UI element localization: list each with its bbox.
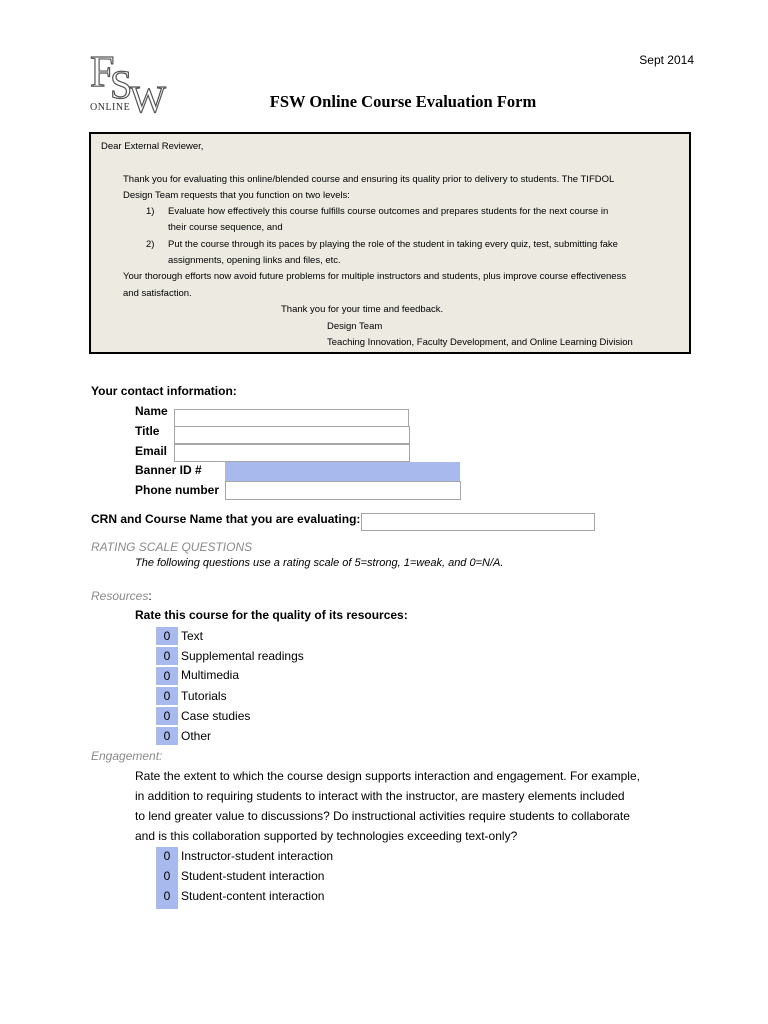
- resources-colon: :: [148, 589, 152, 603]
- engagement-option-label: Student-content interaction: [181, 889, 325, 903]
- engagement-question-line: in addition to requiring students to interact with the instructor, are mastery elements included: [135, 789, 625, 803]
- svg-text:F: F: [90, 47, 115, 96]
- reviewer-letter: [89, 132, 691, 354]
- rating-box[interactable]: 0: [156, 627, 178, 645]
- fsw-online-logo: [88, 46, 168, 116]
- logo-sub-text: ONLINE: [90, 102, 131, 113]
- engagement-question: [135, 766, 640, 846]
- engagement-heading: Engagement:: [91, 749, 163, 763]
- letter-line: Put the course through its paces by playing the role of the student in taking every quiz, test, submitting fake: [168, 239, 618, 250]
- letter-line: Design Team requests that you function on two levels:: [123, 190, 350, 201]
- contact-heading: Your contact information:: [91, 384, 237, 398]
- rating-heading: RATING SCALE QUESTIONS: [91, 540, 253, 554]
- letter-line: Evaluate how effectively this course fulfills course outcomes and prepares students for the next course in: [168, 206, 609, 217]
- letter-line: Thank you for evaluating this online/blended course and ensuring its quality prior to delivery to students. The TIFDOL: [123, 174, 615, 185]
- rating-box[interactable]: 0: [156, 727, 178, 745]
- letter-salutation: Dear External Reviewer,: [101, 141, 204, 152]
- phone-field[interactable]: [225, 481, 461, 500]
- crn-label: CRN and Course Name that you are evaluating:: [91, 512, 361, 526]
- engagement-question-line: to lend greater value to discussions? Do instructional activities require students to collaborate: [135, 809, 630, 823]
- letter-thanks: Thank you for your time and feedback.: [281, 304, 444, 315]
- engagement-question-line: and is this collaboration supported by technologies exceeding text-only?: [135, 829, 518, 843]
- rating-box[interactable]: 0: [156, 647, 178, 665]
- letter-item-number: 2): [146, 239, 155, 250]
- engagement-option-label: Instructor-student interaction: [181, 849, 334, 863]
- page-title: FSW Online Course Evaluation Form: [269, 92, 537, 111]
- title-field[interactable]: [174, 426, 410, 444]
- title-label: Title: [135, 424, 160, 438]
- letter-line: Your thorough efforts now avoid future problems for multiple instructors and students, plus improve course effectiveness: [123, 271, 627, 282]
- letter-signature: Teaching Innovation, Faculty Development, and Online Learning Division: [327, 337, 633, 348]
- resource-option-label: Case studies: [181, 709, 251, 723]
- banner-id-label: Banner ID #: [135, 463, 202, 477]
- resource-option-label: Supplemental readings: [181, 649, 304, 663]
- resource-option-label: Multimedia: [181, 668, 240, 682]
- letter-line: assignments, opening links and files, etc.: [168, 255, 341, 266]
- rating-box[interactable]: 0: [156, 887, 178, 909]
- letter-item-number: 1): [146, 206, 155, 217]
- rating-note: The following questions use a rating scale of 5=strong, 1=weak, and 0=N/A.: [135, 557, 504, 569]
- rating-box[interactable]: 0: [156, 847, 178, 867]
- crn-field[interactable]: [361, 513, 595, 531]
- letter-line: and satisfaction.: [123, 288, 192, 299]
- rating-box[interactable]: 0: [156, 867, 178, 887]
- name-field[interactable]: [174, 409, 409, 427]
- letter-signature: Design Team: [327, 321, 383, 332]
- svg-text:S: S: [110, 62, 133, 107]
- name-label: Name: [135, 404, 168, 418]
- banner-id-field[interactable]: [225, 462, 460, 481]
- engagement-option-label: Student-student interaction: [181, 869, 325, 883]
- rating-box[interactable]: 0: [156, 707, 178, 725]
- resource-option-label: Text: [181, 629, 204, 643]
- resources-question: Rate this course for the quality of its resources:: [135, 608, 408, 622]
- letter-line: their course sequence, and: [168, 222, 283, 233]
- rating-box[interactable]: 0: [156, 687, 178, 705]
- phone-label: Phone number: [135, 483, 220, 497]
- rating-box[interactable]: 0: [156, 667, 178, 685]
- email-field[interactable]: [174, 444, 410, 462]
- resources-heading: Resources: [91, 589, 149, 603]
- svg-text:W: W: [130, 79, 166, 116]
- form-date: Sept 2014: [639, 53, 694, 67]
- engagement-question-line: Rate the extent to which the course design supports interaction and engagement. For example,: [135, 769, 640, 783]
- resources-heading-wrap: [91, 589, 152, 603]
- resource-option-label: Tutorials: [181, 689, 227, 703]
- resource-option-label: Other: [181, 729, 212, 743]
- email-label: Email: [135, 444, 168, 458]
